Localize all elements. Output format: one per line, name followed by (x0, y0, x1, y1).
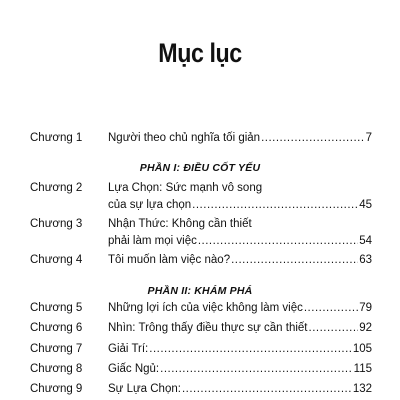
dot-leader (231, 252, 358, 269)
chapter-label: Chương 7 (30, 343, 83, 355)
chapter-label: Chương 6 (30, 322, 83, 334)
dot-leader (160, 361, 353, 378)
chapter-label: Chương 9 (30, 383, 83, 395)
entry-text (108, 320, 372, 337)
entry-title: Giải Trí: (108, 343, 149, 355)
chapter-label: Chương 3 (30, 218, 83, 230)
page-number: 7 (365, 132, 372, 144)
entry-title-continued: của sự lựa chọn (108, 199, 192, 211)
entry-text (108, 361, 372, 378)
chapter-label: Chương 8 (30, 363, 83, 375)
chapter-label: Chương 1 (30, 132, 83, 144)
entry-title: Sự Lựa Chọn: (108, 383, 181, 395)
entry-title: Nhận Thức: Không cần thiết (108, 218, 252, 230)
entry-title-continued: phải làm mọi việc (108, 235, 197, 247)
page-number: 105 (352, 343, 372, 355)
entry-text (108, 381, 372, 398)
entry-text (108, 300, 372, 317)
page-number: 45 (359, 199, 372, 211)
entry-title: Tôi muốn làm việc nào? (108, 254, 231, 266)
chapter-label: Chương 4 (30, 254, 83, 266)
page-number: 115 (353, 363, 372, 375)
dot-leader (198, 233, 358, 250)
entry-title: Giấc Ngủ: (108, 363, 160, 375)
page-number: 132 (352, 383, 372, 395)
entry-title: Lựa Chọn: Sức mạnh vô song (108, 182, 263, 194)
entry-text (108, 341, 372, 358)
dot-leader (304, 300, 358, 317)
entry-text (108, 216, 372, 250)
page-number: 63 (359, 254, 372, 266)
dot-leader (309, 320, 359, 337)
dot-leader (261, 130, 365, 147)
page-number: 79 (359, 302, 372, 314)
dot-leader (182, 381, 352, 398)
part-heading: PHẦN II: KHÁM PHÁ (147, 285, 253, 297)
dot-leader (149, 341, 352, 358)
entry-title: Nhìn: Trông thấy điều thực sự cần thiết (108, 322, 308, 334)
chapter-label: Chương 5 (30, 302, 83, 314)
page-number: 92 (359, 322, 372, 334)
dot-leader (192, 197, 358, 214)
chapter-label: Chương 2 (30, 182, 83, 194)
entry-title: Những lợi ích của việc không làm việc (108, 302, 303, 314)
page-number: 54 (359, 235, 372, 247)
entry-title: Người theo chủ nghĩa tối giản (108, 132, 261, 144)
entry-text (108, 130, 372, 147)
part-heading: PHẦN I: ĐIỀU CỐT YẾU (139, 162, 261, 174)
entry-text (108, 252, 372, 269)
entry-text (108, 180, 372, 214)
page-title: Mục lục (158, 38, 242, 68)
